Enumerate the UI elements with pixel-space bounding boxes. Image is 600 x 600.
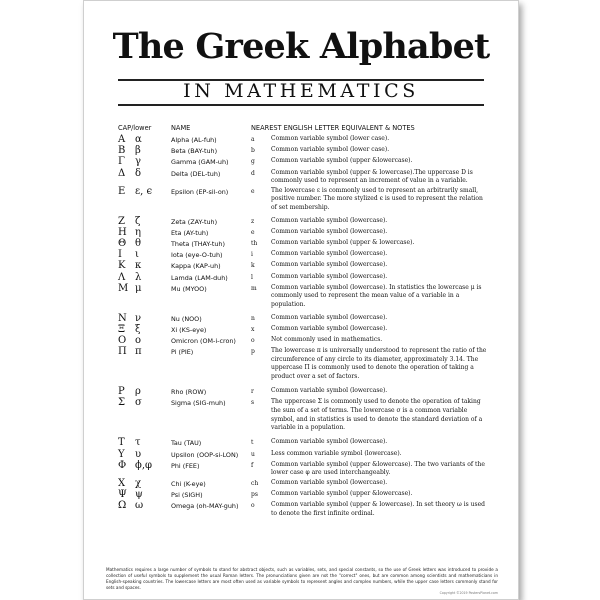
letter-symbols bbox=[118, 489, 168, 500]
lowercase-letter: ξ bbox=[135, 323, 141, 335]
letter-symbols bbox=[118, 227, 168, 238]
header-name: NAME bbox=[171, 124, 191, 132]
letter-name: Iota (eye-O-tuh) bbox=[171, 251, 223, 260]
letter-note: Common variable symbol (lowercase). bbox=[271, 387, 388, 395]
lowercase-letter: χ bbox=[135, 477, 142, 489]
letter-symbols bbox=[118, 478, 168, 489]
uppercase-letter: Γ bbox=[118, 156, 125, 168]
letter-name: Sigma (SIG-muh) bbox=[171, 399, 226, 408]
english-equivalent: th bbox=[251, 239, 258, 247]
uppercase-letter: Χ bbox=[118, 477, 126, 489]
lowercase-letter: κ bbox=[135, 260, 142, 272]
lowercase-letter: ι bbox=[135, 249, 139, 261]
uppercase-letter: Η bbox=[118, 226, 127, 238]
table-row bbox=[118, 186, 488, 212]
lowercase-letter: ν bbox=[135, 312, 142, 324]
uppercase-letter: Ε bbox=[118, 185, 126, 197]
english-equivalent: n bbox=[251, 314, 255, 322]
letter-symbols bbox=[118, 449, 168, 460]
english-equivalent: b bbox=[251, 147, 255, 155]
letter-name: Omicron (OM-i-cron) bbox=[171, 337, 236, 346]
table-row bbox=[118, 227, 488, 238]
letter-note: The lowercase π is universally understood to represent the ratio of the circumference of any circle to its diameter, approximately 3.14. The uppercase Π is commonly used to denote the operation of taking a product over a set of factors. bbox=[271, 347, 487, 381]
uppercase-letter: Υ bbox=[118, 448, 125, 460]
letter-note: Common variable symbol (lower case). bbox=[271, 135, 390, 142]
letter-symbols bbox=[118, 156, 168, 167]
uppercase-letter: Ο bbox=[118, 335, 127, 347]
letter-name: Nu (NOO) bbox=[171, 314, 202, 323]
letter-note: Common variable symbol (upper & lowercase). bbox=[271, 238, 415, 246]
uppercase-letter: Ψ bbox=[118, 489, 127, 500]
letter-symbols bbox=[118, 260, 168, 271]
uppercase-letter: Ω bbox=[118, 500, 127, 512]
letter-note: Common variable symbol (upper & lowercase). In set theory ω is used to denote the first infinite ordinal. bbox=[271, 501, 485, 517]
uppercase-letter: Τ bbox=[118, 437, 125, 449]
english-equivalent: k bbox=[251, 262, 255, 270]
letter-note: Not commonly used in mathematics. bbox=[271, 336, 383, 344]
uppercase-letter: Ξ bbox=[118, 323, 126, 335]
letter-symbols bbox=[118, 283, 168, 294]
english-equivalent: p bbox=[251, 348, 255, 356]
letter-note: Common variable symbol (upper & lowercase).The uppercase D is commonly used to represent an increment of value in a variable. bbox=[271, 168, 473, 185]
english-equivalent: e bbox=[251, 228, 255, 236]
table-row bbox=[118, 249, 488, 260]
uppercase-letter: Α bbox=[118, 134, 126, 145]
table-body bbox=[118, 134, 488, 518]
table-row bbox=[118, 489, 488, 500]
letter-name: Eta (AY-tuh) bbox=[171, 228, 209, 237]
lowercase-letter: σ bbox=[135, 397, 142, 409]
uppercase-letter: Δ bbox=[118, 167, 126, 179]
table-row bbox=[118, 397, 488, 432]
letter-name: Upsilon (OOP-si-LON) bbox=[171, 450, 239, 459]
letter-symbols bbox=[118, 249, 168, 260]
table-row bbox=[118, 346, 488, 381]
table-row bbox=[118, 238, 488, 249]
letter-name: Omega (oh-MAY-guh) bbox=[171, 502, 239, 511]
letter-note: Common variable symbol (lowercase). bbox=[271, 272, 388, 280]
english-equivalent: u bbox=[251, 450, 255, 458]
lowercase-letter: ω bbox=[135, 500, 144, 512]
lowercase-letter: ϕ,φ bbox=[135, 459, 152, 471]
lowercase-letter: μ bbox=[135, 282, 142, 294]
letter-note: Common variable symbol (upper &lowercase). The two variants of the lower case φ are used interchangeably. bbox=[271, 460, 485, 477]
letter-symbols bbox=[118, 397, 168, 408]
letter-symbols bbox=[118, 437, 168, 448]
lowercase-letter: λ bbox=[135, 271, 142, 283]
table-row bbox=[118, 283, 488, 309]
letter-name: Tau (TAU) bbox=[171, 439, 202, 448]
header-notes: NEAREST ENGLISH LETTER EQUIVALENT & NOTES bbox=[251, 124, 415, 132]
table-row bbox=[118, 335, 488, 346]
english-equivalent: e bbox=[251, 187, 255, 195]
uppercase-letter: Θ bbox=[118, 237, 127, 249]
letter-name: Delta (DEL-tuh) bbox=[171, 169, 221, 178]
letter-symbols bbox=[118, 145, 168, 156]
uppercase-letter: Φ bbox=[118, 459, 127, 471]
letter-name: Beta (BAY-tuh) bbox=[171, 147, 218, 156]
letter-note: Common variable symbol (lower case). bbox=[271, 146, 390, 154]
letter-note: Common variable symbol (lowercase). In statistics the lowercase μ is commonly used to represent the mean value of a variable in a population. bbox=[271, 283, 482, 308]
letter-name: Chi (K-eye) bbox=[171, 479, 206, 488]
lowercase-letter: τ bbox=[135, 437, 141, 449]
uppercase-letter: Μ bbox=[118, 282, 129, 294]
letter-symbols bbox=[118, 216, 168, 227]
uppercase-letter: Σ bbox=[118, 397, 126, 409]
table-row bbox=[118, 437, 488, 448]
uppercase-letter: Ζ bbox=[118, 215, 125, 227]
lowercase-letter: ε, ϵ bbox=[135, 185, 153, 197]
lowercase-letter: ψ bbox=[135, 489, 143, 500]
letter-name: Psi (SIGH) bbox=[171, 491, 203, 499]
footer-text: Mathematics requires a large number of symbols to stand for abstract objects, such as variables, sets, and special constants, so the use of Greek letters was introduced to provide a collection of useful symbols to supplement the usual Roman letters. The pronunciations given are not the "correct" ones, but are common among scientists and mathematicians in English-speaking countries. The lowercase letters are most often used as variable symbols to represent angles and complex numbers, while the upper case letters commonly stand for sets and spaces. bbox=[106, 567, 498, 590]
letter-note: Common variable symbol (upper &lowercase). bbox=[271, 490, 413, 497]
letter-note: Common variable symbol (lowercase). bbox=[271, 250, 388, 258]
letter-name: Phi (FEE) bbox=[171, 461, 200, 470]
letter-name: Mu (MYOO) bbox=[171, 284, 207, 293]
table-row bbox=[118, 324, 488, 335]
lowercase-letter: ρ bbox=[135, 386, 141, 398]
uppercase-letter: Λ bbox=[118, 271, 126, 283]
english-equivalent: ch bbox=[251, 479, 259, 487]
table-row bbox=[118, 216, 488, 227]
english-equivalent: x bbox=[251, 325, 255, 333]
letter-note: The uppercase Σ is commonly used to denote the operation of taking the sum of a set of terms. The lowercase σ is a common variable symbol, and in statistics is used to denote the standard deviation of a variable in a population. bbox=[271, 398, 483, 432]
table-row bbox=[118, 478, 488, 489]
english-equivalent: s bbox=[251, 399, 255, 407]
letter-symbols bbox=[118, 272, 168, 283]
english-equivalent: m bbox=[251, 284, 257, 292]
letter-name: Epsilon (EP-sil-on) bbox=[171, 187, 229, 196]
greek-letter-table bbox=[118, 123, 488, 518]
letter-name: Kappa (KAP-uh) bbox=[171, 262, 221, 271]
uppercase-letter: Π bbox=[118, 346, 127, 358]
uppercase-letter: Β bbox=[118, 145, 126, 157]
lowercase-letter: υ bbox=[135, 448, 142, 460]
copyright-text: Copyright ©2019 PostersPlanet.com bbox=[439, 591, 498, 595]
letter-note: Common variable symbol (lowercase). bbox=[271, 227, 388, 235]
uppercase-letter: Ρ bbox=[118, 386, 125, 398]
uppercase-letter: Ν bbox=[118, 312, 127, 324]
table-row bbox=[118, 156, 488, 167]
letter-symbols bbox=[118, 168, 168, 179]
letter-note: Common variable symbol (lowercase). bbox=[271, 438, 388, 446]
letter-note: Common variable symbol (upper &lowercase). bbox=[271, 157, 413, 165]
english-equivalent: ps bbox=[251, 491, 258, 498]
english-equivalent: g bbox=[251, 158, 255, 166]
uppercase-letter: Κ bbox=[118, 260, 126, 272]
lowercase-letter: ζ bbox=[135, 215, 141, 227]
poster bbox=[83, 0, 519, 600]
letter-symbols bbox=[118, 386, 168, 397]
letter-note: Common variable symbol (lowercase). bbox=[271, 324, 388, 332]
header-case: CAP/lower bbox=[118, 124, 152, 132]
letter-note: Common variable symbol (lowercase). bbox=[271, 478, 388, 486]
letter-symbols bbox=[118, 238, 168, 249]
table-row bbox=[118, 260, 488, 271]
table-row bbox=[118, 386, 488, 397]
letter-name: Pi (PIE) bbox=[171, 348, 194, 357]
english-equivalent: o bbox=[251, 502, 255, 510]
table-row bbox=[118, 145, 488, 156]
letter-name: Alpha (AL-fuh) bbox=[171, 136, 217, 144]
letter-note: Less common variable symbol (lowercase). bbox=[271, 449, 402, 457]
english-equivalent: r bbox=[251, 388, 254, 396]
letter-note: Common variable symbol (lowercase). bbox=[271, 261, 388, 269]
english-equivalent: z bbox=[251, 217, 255, 225]
english-equivalent: f bbox=[251, 461, 254, 469]
letter-note: Common variable symbol (lowercase). bbox=[271, 313, 388, 321]
letter-symbols bbox=[118, 346, 168, 357]
english-equivalent: a bbox=[251, 136, 255, 143]
lowercase-letter: δ bbox=[135, 167, 142, 179]
table-row bbox=[118, 134, 488, 145]
letter-name: Zeta (ZAY-tuh) bbox=[171, 217, 218, 226]
english-equivalent: d bbox=[251, 169, 255, 177]
letter-name: Lamda (LAM-duh) bbox=[171, 273, 228, 282]
lowercase-letter: ο bbox=[135, 335, 142, 347]
letter-name: Gamma (GAM-uh) bbox=[171, 158, 229, 167]
letter-note: Common variable symbol (lowercase). bbox=[271, 216, 388, 224]
table-row bbox=[118, 449, 488, 460]
uppercase-letter: Ι bbox=[118, 249, 122, 261]
table-row bbox=[118, 313, 488, 324]
table-row bbox=[118, 168, 488, 186]
lowercase-letter: γ bbox=[135, 156, 141, 168]
letter-name: Xi (KS-eye) bbox=[171, 325, 207, 334]
letter-note: The lowercase ε is commonly used to represent an arbitrarily small, positive number. The more stylized ϵ is used to represent the relation of set membership. bbox=[271, 186, 483, 211]
table-row bbox=[118, 272, 488, 283]
letter-symbols bbox=[118, 134, 168, 145]
english-equivalent: o bbox=[251, 337, 255, 345]
letter-symbols bbox=[118, 335, 168, 346]
letter-symbols bbox=[118, 313, 168, 324]
letter-name: Rho (ROW) bbox=[171, 388, 207, 397]
lowercase-letter: η bbox=[135, 226, 141, 238]
lowercase-letter: β bbox=[135, 145, 141, 157]
bottom-rule bbox=[118, 104, 484, 106]
letter-symbols bbox=[118, 460, 168, 471]
lowercase-letter: α bbox=[135, 134, 142, 145]
english-equivalent: l bbox=[251, 273, 253, 281]
english-equivalent: i bbox=[251, 251, 253, 259]
lowercase-letter: π bbox=[135, 346, 142, 358]
english-equivalent: t bbox=[251, 439, 254, 447]
poster-title: The Greek Alphabet bbox=[112, 26, 490, 67]
table-row bbox=[118, 500, 488, 518]
poster-subtitle: IN MATHEMATICS bbox=[183, 80, 419, 102]
table-header bbox=[118, 123, 488, 134]
letter-symbols bbox=[118, 500, 168, 511]
letter-symbols bbox=[118, 186, 168, 197]
lowercase-letter: θ bbox=[135, 237, 142, 249]
letter-symbols bbox=[118, 324, 168, 335]
table-row bbox=[118, 460, 488, 478]
letter-name: Theta (THAY-tuh) bbox=[171, 239, 225, 248]
